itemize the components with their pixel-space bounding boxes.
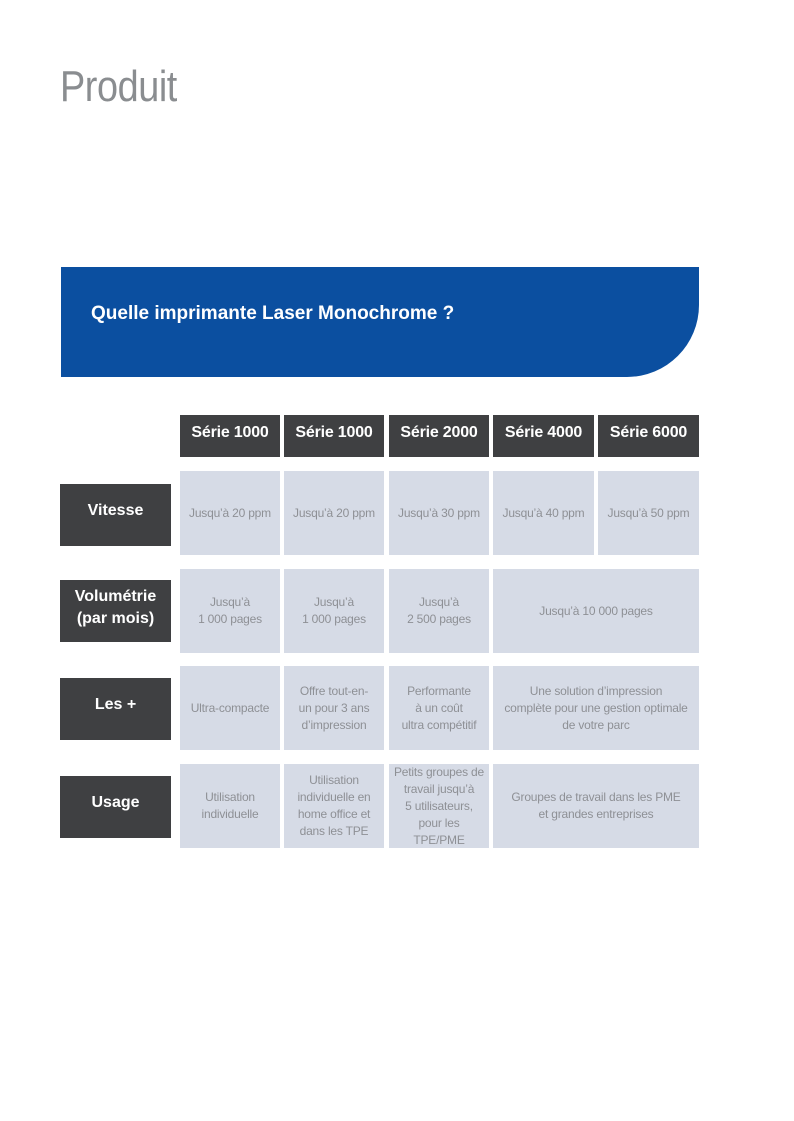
cell-volumetrie-4: Jusqu’à 10 000 pages — [493, 569, 699, 653]
row-header-usage: Usage — [60, 776, 171, 838]
cell-vitesse-2: Jusqu’à 20 ppm — [284, 471, 384, 555]
row-header-les-plus: Les + — [60, 678, 171, 740]
cell-vitesse-1: Jusqu’à 20 ppm — [180, 471, 280, 555]
column-header-5: Série 6000 — [598, 415, 699, 457]
column-header-4: Série 4000 — [493, 415, 594, 457]
cell-plus-3: Performante à un coût ultra compétitif — [389, 666, 489, 750]
column-header-1: Série 1000 — [180, 415, 280, 457]
row-header-volumetrie: Volumétrie (par mois) — [60, 580, 171, 642]
banner-title: Quelle imprimante Laser Monochrome ? — [91, 303, 455, 324]
cell-usage-4: Groupes de travail dans les PME et grandes entreprises — [493, 764, 699, 848]
cell-vitesse-4: Jusqu’à 40 ppm — [493, 471, 594, 555]
cell-plus-1: Ultra-compacte — [180, 666, 280, 750]
cell-vitesse-5: Jusqu’à 50 ppm — [598, 471, 699, 555]
cell-vitesse-3: Jusqu’à 30 ppm — [389, 471, 489, 555]
banner — [61, 267, 699, 377]
cell-volumetrie-2: Jusqu’à 1 000 pages — [284, 569, 384, 653]
column-header-2: Série 1000 — [284, 415, 384, 457]
cell-usage-3: Petits groupes de travail jusqu’à 5 utilisateurs, pour les TPE/PME — [389, 764, 489, 848]
cell-plus-2: Offre tout-en- un pour 3 ans d’impression — [284, 666, 384, 750]
row-header-vitesse: Vitesse — [60, 484, 171, 546]
column-header-3: Série 2000 — [389, 415, 489, 457]
cell-volumetrie-1: Jusqu’à 1 000 pages — [180, 569, 280, 653]
cell-plus-4: Une solution d’impression complète pour une gestion optimale de votre parc — [493, 666, 699, 750]
cell-usage-1: Utilisation individuelle — [180, 764, 280, 848]
cell-volumetrie-3: Jusqu’à 2 500 pages — [389, 569, 489, 653]
cell-usage-2: Utilisation individuelle en home office et dans les TPE — [284, 764, 384, 848]
page-title: Produit — [60, 62, 177, 111]
